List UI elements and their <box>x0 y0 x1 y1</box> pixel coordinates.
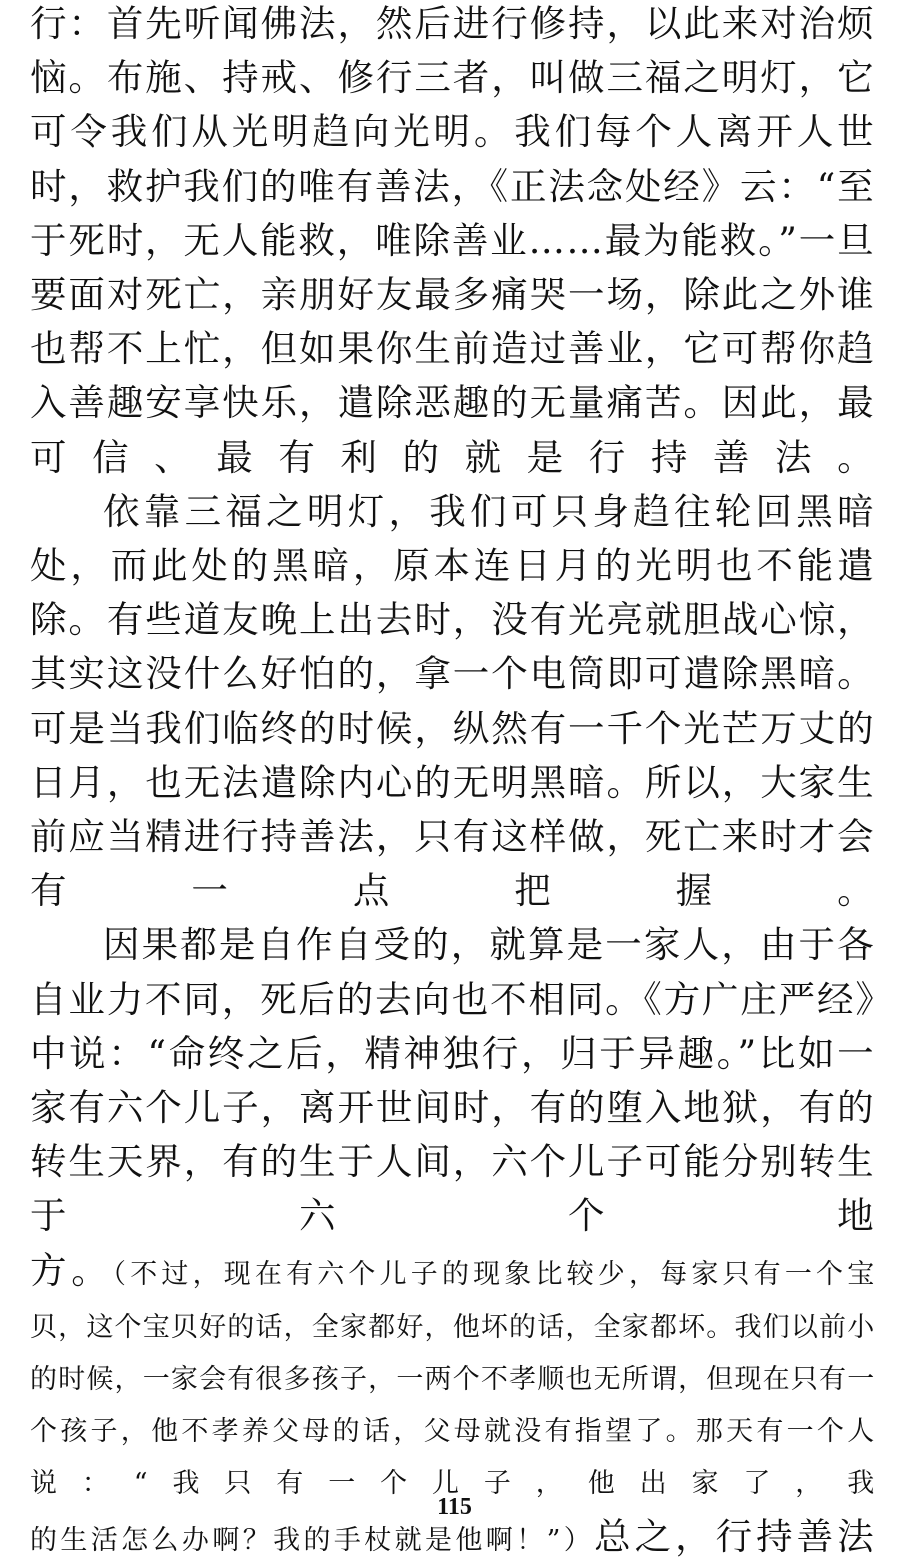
final-text: 总之，行持善法 <box>594 1514 875 1558</box>
paragraph-3-tail: 方。 <box>30 1248 113 1292</box>
paragraph-2: 依靠三福之明灯，我们可只身趋往轮回黑暗处，而此处的黑暗，原本连日月的光明也不能遣除。有些道友晚上出去时，没有光亮就胆战心惊，其实这没什么好怕的，拿一个电筒即可遣除黑暗。可是当我们临终的时候，纵然有一千个光芒万丈的日月，也无法遣除内心的无明黑暗。所以，大家生前应当精进行持善法，只有这样做，死亡来时才会有一点把握。 <box>30 489 875 913</box>
paragraph-3: 因果都是自作自受的，就算是一家人，由于各自业力不同，死后的去向也不相同。《方广庄严经》中说：“命终之后，精神独行，归于异趣。”比如一家有六个儿子，离开世间时，有的堕入地狱，有的转生天界，有的生于人间，六个儿子可能分别转生于六个地 <box>30 923 875 1238</box>
page-number: 115 <box>437 1494 472 1520</box>
note-last-line: 的生活怎么办啊？我的手杖就是他啊！”） <box>30 1524 595 1556</box>
parenthetical-note: 贝，这个宝贝好的话，全家都好，他坏的话，全家都坏。我们以前小的时候，一家会有很多孩子，一两个不孝顺也无所谓，但现在只有一个孩子，他不孝养父母的话，父母就没有指望了。那天有一个人说：“我只有一个儿子，他出家了，我 <box>30 1311 875 1499</box>
note-first-line: （不过，现在有六个儿子的现象比较少，每家只有一个宝 <box>112 1258 875 1290</box>
page-content <box>30 0 875 1568</box>
paragraph-1: 行：首先听闻佛法，然后进行修持，以此来对治烦恼。布施、持戒、修行三者，叫做三福之明灯，它可令我们从光明趋向光明。我们每个人离开人世时，救护我们的唯有善法，《正法念处经》云：“至于死时，无人能救，唯除善业……最为能救。”一旦要面对死亡，亲朋好友最多痛哭一场，除此之外谁也帮不上忙，但如果你生前造过善业，它可帮你趋入善趣安享快乐，遣除恶趣的无量痛苦。因此，最可信、最有利的就是行持善法。 <box>30 2 876 479</box>
paragraph-3-note-line <box>30 1244 875 1302</box>
